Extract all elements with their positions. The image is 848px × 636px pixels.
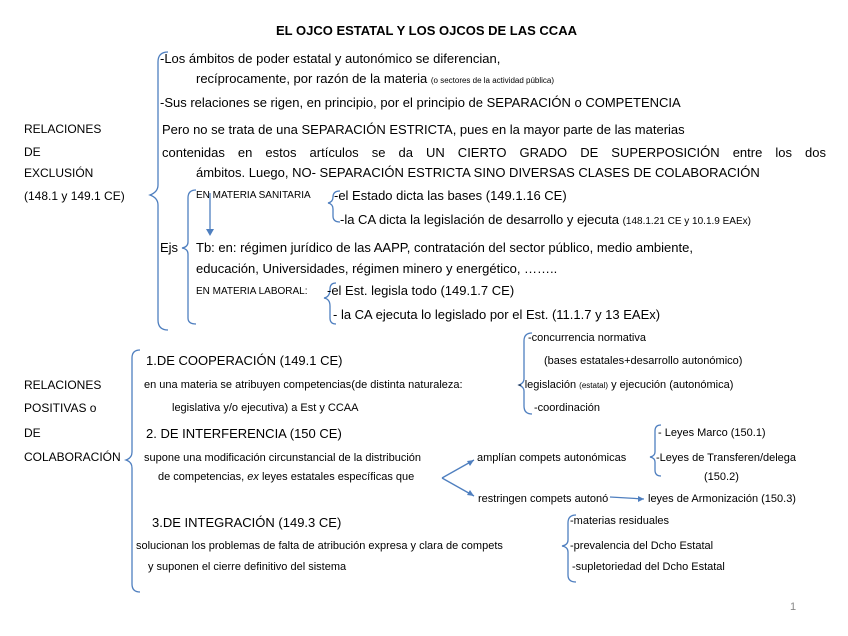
positive-bracket (126, 350, 140, 592)
integration-item-1: -materias residuales (570, 515, 670, 527)
exclusion-line-3: -Sus relaciones se rigen, en principio, por el principio de SEPARACIÓN o COMPETENCIA (160, 95, 681, 110)
bases-item: (bases estatales+desarrollo autonómico) (544, 355, 743, 367)
exclusion-line-4: Pero no se trata de una SEPARACIÓN ESTRICTA, pues en la mayor parte de las materias (162, 122, 685, 137)
exclusion-line-2-main: recíprocamente, por razón de la materia (196, 71, 428, 86)
integration-heading: 3.DE INTEGRACIÓN (149.3 CE) (152, 515, 342, 530)
exclusion-label-line: RELACIONES (24, 122, 102, 136)
cooperation-desc-1: en una materia se atribuyen competencias(de distinta naturaleza: (144, 379, 463, 391)
interference-desc-2-em: ex (247, 471, 259, 483)
interference-desc-2 (158, 472, 414, 483)
cooperation-desc-2: legislativa y/o ejecutiva) a Est y CCAA (172, 402, 359, 414)
exclusion-line-5 (162, 146, 826, 159)
ejs-label: Ejs (160, 240, 179, 255)
positive-label-line: POSITIVAS o (24, 401, 97, 415)
exclusion-label-line: EXCLUSIÓN (24, 166, 94, 180)
exclusion-line-6: ámbitos. Luego, NO- SEPARACIÓN ESTRICTA SINO DIVERSAS CLASES DE COLABORACIÓN (196, 165, 760, 180)
positive-label-line: RELACIONES (24, 378, 102, 392)
laboral-item-1: -el Est. legisla todo (149.1.7 CE) (327, 283, 515, 298)
restringen-text: restringen compets autonó (478, 493, 609, 505)
integration-desc-1: solucionan los problemas de falta de atribución expresa y clara de compets (136, 540, 503, 552)
exclusion-bracket (150, 52, 168, 330)
tb-line-2: educación, Universidades, régimen minero y energético, …….. (196, 261, 558, 276)
armon-arrow (610, 497, 644, 499)
amplian-arrow (442, 460, 474, 478)
laboral-label: EN MATERIA LABORAL: (196, 286, 308, 297)
sanitaria-item-1: -el Estado dicta las bases (149.1.16 CE) (334, 188, 567, 203)
tb-line-1: Tb: en: régimen jurídico de las AAPP, contratación del sector público, medio ambiente, (196, 240, 693, 255)
sanitaria-item-2-note: (148.1.21 CE y 10.1.9 EAEx) (622, 216, 751, 227)
sanitaria-item-2 (340, 213, 751, 227)
cooperation-heading: 1.DE COOPERACIÓN (149.1 CE) (146, 353, 343, 368)
interference-desc-2-pre: de competencias, (158, 471, 245, 483)
sanitaria-label: EN MATERIA SANITARIA (196, 190, 311, 201)
leyes-transferencia: -Leyes de Transferen/delega (656, 452, 797, 464)
integration-desc-2: y suponen el cierre definitivo del sistema (148, 561, 347, 573)
positive-label-line: DE (24, 426, 41, 440)
page-number: 1 (790, 601, 797, 613)
exclusion-label-line: (148.1 y 149.1 CE) (24, 189, 125, 203)
integration-item-2: -prevalencia del Dcho Estatal (570, 540, 714, 552)
leyes-armonizacion: leyes de Armonización (150.3) (648, 493, 796, 505)
slide-title: EL OJCO ESTATAL Y LOS OJCOS DE LAS CCAA (276, 23, 577, 38)
exclusion-line-2 (196, 72, 554, 85)
cooperation-bracket (519, 333, 532, 414)
amplian-text: amplían compets autonómicas (477, 452, 627, 464)
leyes-marco: - Leyes Marco (150.1) (658, 427, 766, 439)
ejs-bracket (182, 190, 196, 324)
restringen-arrow (442, 478, 474, 496)
leyes-transferencia-ref: (150.2) (704, 471, 739, 483)
sanitaria-item-2-main: -la CA dicta la legislación de desarrollo y ejecuta (340, 212, 619, 227)
legislacion-pre: - legislación (518, 379, 577, 391)
exclusion-line-2-note: (o sectores de la actividad pública) (430, 76, 555, 85)
legislacion-post: y ejecución (autonómica) (611, 379, 734, 391)
integration-item-3: -supletoriedad del Dcho Estatal (572, 561, 725, 573)
laboral-item-2: - la CA ejecuta lo legislado por el Est. (11.1.7 y 13 EAEx) (333, 307, 661, 322)
concurrencia-item: -concurrencia normativa (528, 332, 646, 344)
interference-desc-1: supone una modificación circunstancial de la distribución (144, 452, 421, 464)
exclusion-line-1: -Los ámbitos de poder estatal y autonómico se diferencian, (160, 51, 501, 66)
exclusion-line-5-text: contenidas en estos artículos se da UN CIERTO GRADO DE SUPERPOSICIÓN entre los dos (162, 145, 826, 160)
legislacion-small: (estatal) (579, 381, 609, 390)
interference-desc-2-post: leyes estatales específicas que (261, 471, 415, 483)
interference-heading: 2. DE INTERFERENCIA (150 CE) (146, 426, 342, 441)
positive-label-line: COLABORACIÓN (24, 450, 121, 464)
legislacion-item (518, 380, 733, 391)
exclusion-label-line: DE (24, 145, 41, 159)
coordinacion-item: -coordinación (534, 402, 601, 414)
